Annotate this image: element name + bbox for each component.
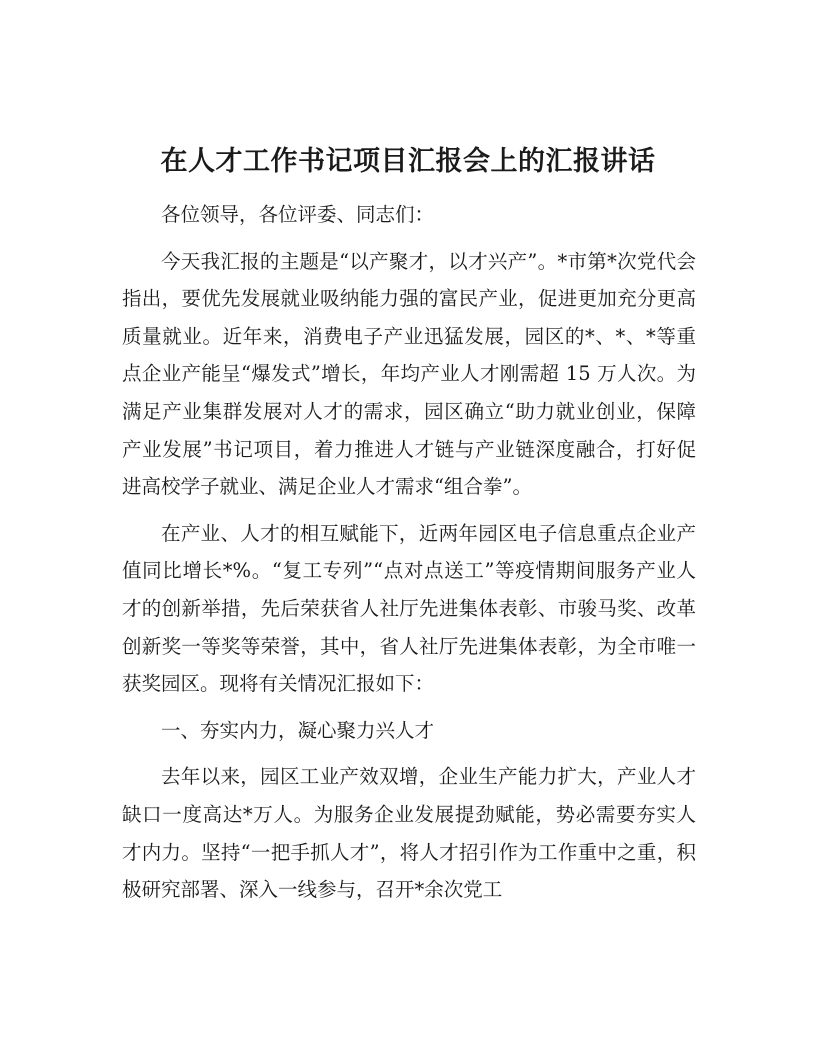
intro-paragraph: 今天我汇报的主题是“以产聚才，以才兴产”。*市第*次党代会指出，要优先发展就业吸纳能力强的富民产业，促进更加充分更高质量就业。近年来，消费电子产业迅猛发展，园区的*、*、*等重点企业产能呈“爆发式”增长，年均产业人才刚需超 15 万人次。为满足产业集群发展对人才的需求，园区确立“助力就业创业，保障产业发展”书记项目，着力推进人才链与产业链深度融合，打好促进高校学子就业、满足企业人才需求“组合拳”。	[122, 249, 696, 499]
section-heading: 一、夯实内力，凝心聚力兴人才	[161, 718, 435, 742]
document-body	[122, 196, 696, 918]
salutation-paragraph: 各位领导，各位评委、同志们：	[161, 203, 435, 226]
achievements-paragraph: 在产业、人才的相互赋能下，近两年园区电子信息重点企业产值同比增长*%。“复工专列”“点对点送工”等疫情期间服务产业人才的创新举措，先后荣获省人社厅先进集体表彰、市骏马奖、改革创新奖一等奖等荣誉，其中，省人社厅先进集体表彰，为全市唯一获奖园区。现将有关情况汇报如下：	[122, 521, 696, 696]
section-paragraph: 去年以来，园区工业产效双增，企业生产能力扩大，产业人才缺口一度高达*万人。为服务企业发展提劲赋能，势必需要夯实人才内力。坚持“一把手抓人才”，将人才招引作为工作重中之重，积极研究部署、深入一线参与，召开*余次党工	[122, 765, 696, 902]
document-title: 在人才工作书记项目汇报会上的汇报讲话	[160, 146, 656, 177]
